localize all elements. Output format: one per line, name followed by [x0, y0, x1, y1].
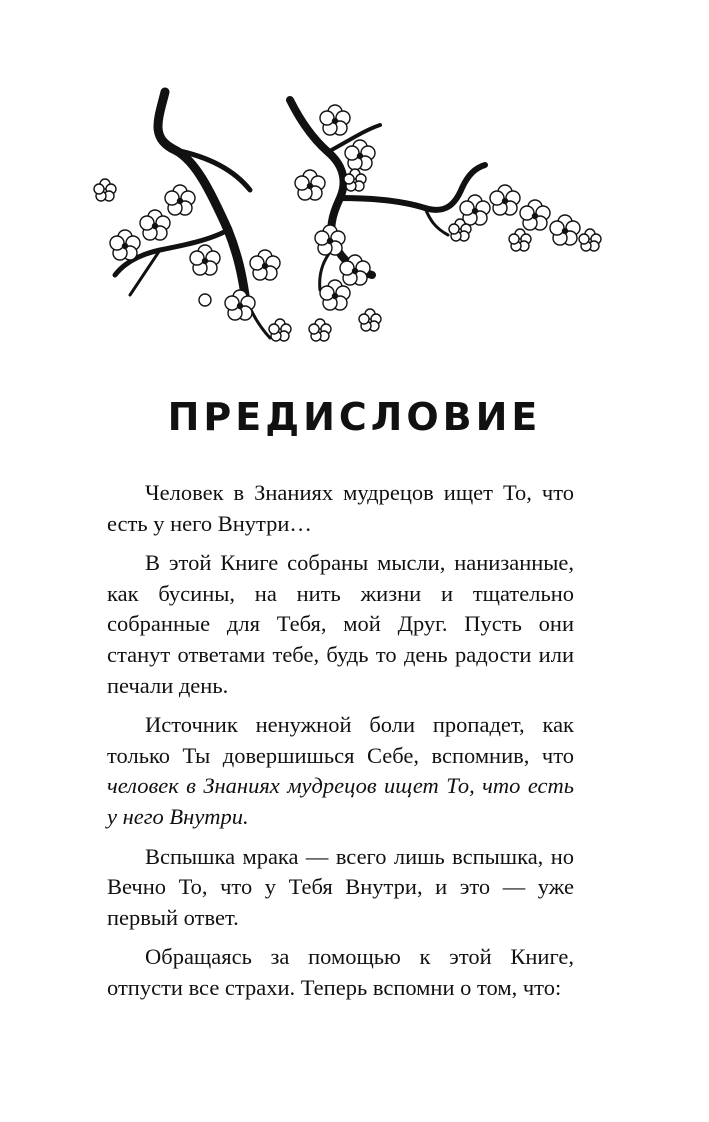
paragraph-2: В этой Книге собраны мысли, нанизанные, как бусины, на нить жизни и тщательно собранные для Тебя, мой Друг. Пусть они станут ответами тебе, будь то день радости или печали день.	[107, 550, 574, 698]
paragraph-1: Человек в Знаниях мудрецов ищет То, что есть у него Внутри…	[107, 480, 574, 536]
preface-text	[107, 478, 574, 1013]
paragraph-5: Обращаясь за помощью к этой Книге, отпусти все страхи. Теперь вспомни о том, что:	[107, 944, 574, 1000]
paragraph-4: Вспышка мрака — всего лишь вспышка, но Вечно То, что у Тебя Внутри, и это — уже первый ответ.	[107, 843, 574, 930]
paragraph-3-text: Источник ненужной боли пропадет, как только Ты довершишься Себе, вспомнив, что	[107, 712, 574, 768]
paragraph-3	[107, 710, 574, 832]
paragraph-3-italic-quote: человек в Знаниях мудрецов ищет То, что есть у него Внутри.	[107, 773, 574, 829]
cherry-blossom-branch-icon	[80, 80, 620, 370]
page-title: ПРЕДИСЛОВИЕ	[167, 395, 542, 439]
